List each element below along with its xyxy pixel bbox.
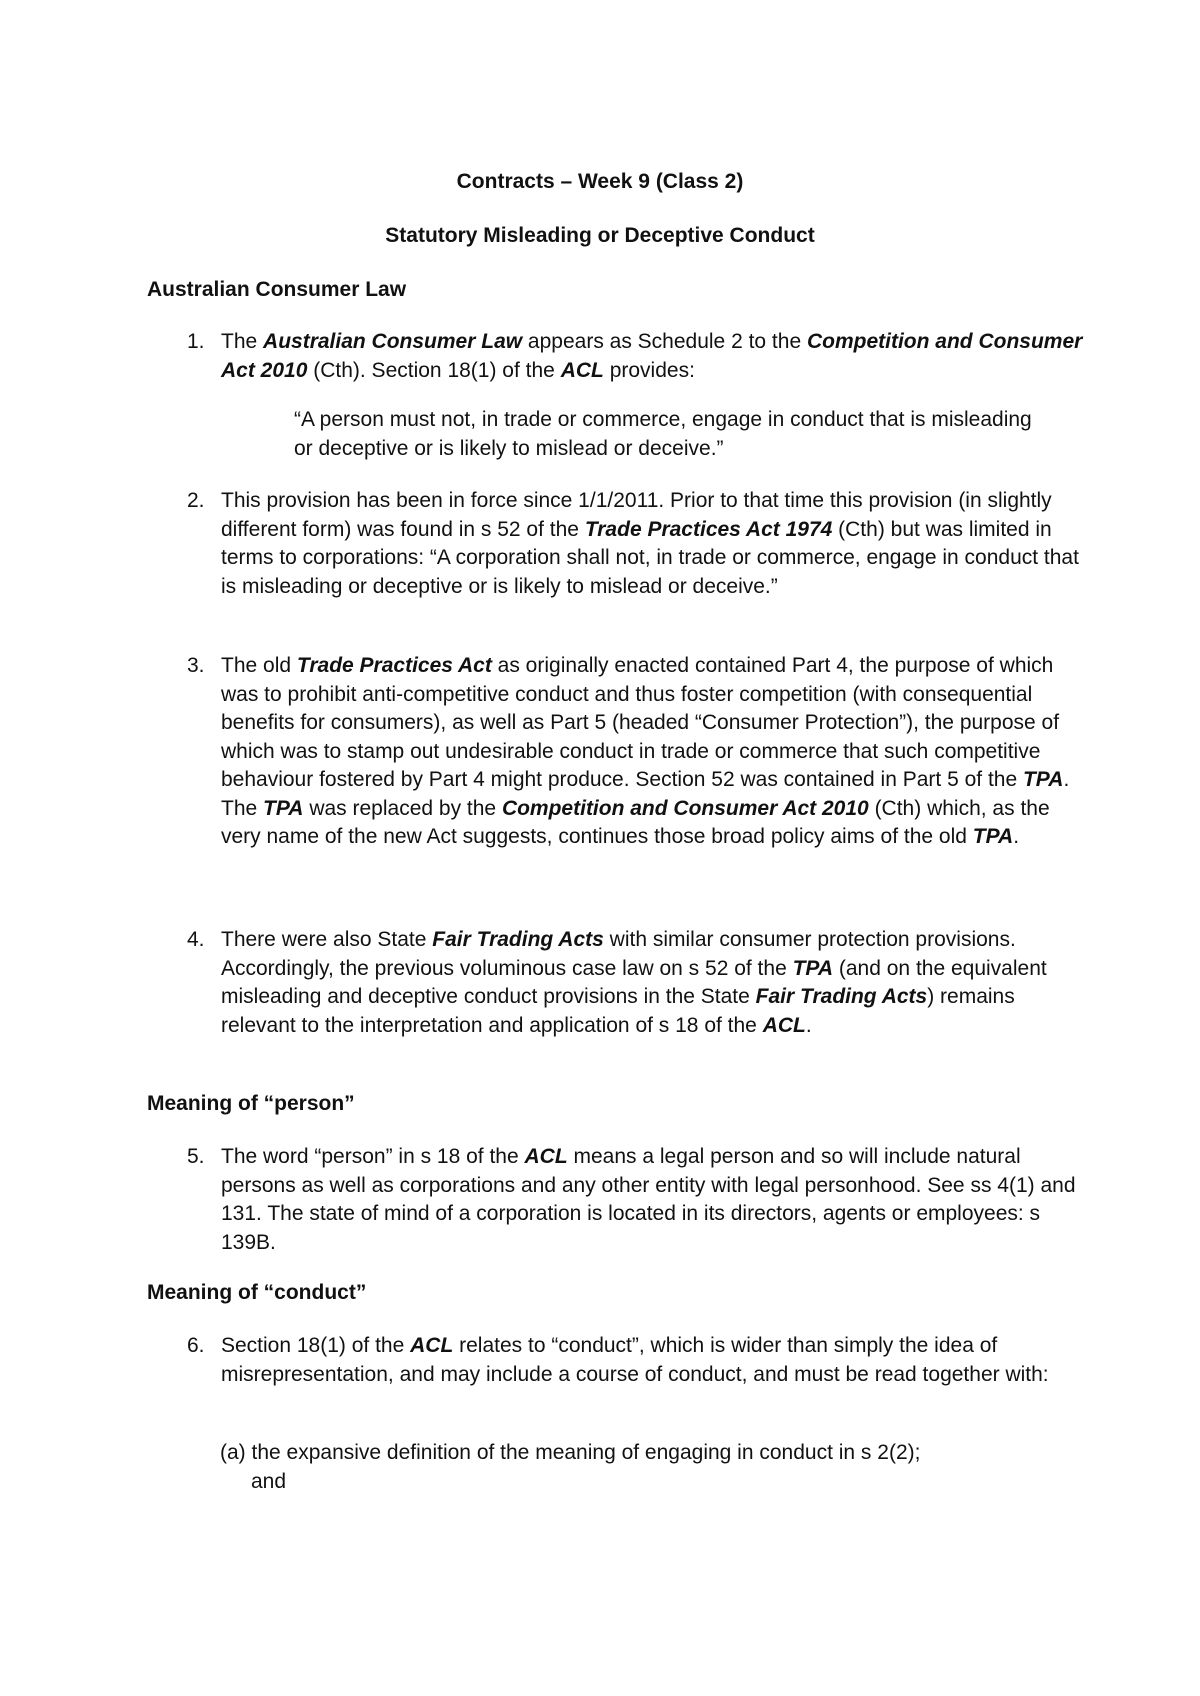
paragraph-text: This provision has been in force since 1/1/2011. Prior to that time this provision (in slightly different form) was found in s 52 of the Trade Practices Act 1974 (Cth) but was limited in terms to corporations: “A corporation shall not, in trade or commerce, engage in conduct that is misleading or deceptive or is likely to mislead or deceive.” [221,489,1079,598]
paragraph-number: 6. [187,1334,205,1357]
document-subtitle: Statutory Misleading or Deceptive Conduct [385,224,815,247]
paragraph-number: 4. [187,928,205,951]
document-title: Contracts – Week 9 (Class 2) [456,170,744,193]
paragraph-6 [187,1332,1087,1389]
paragraph-4 [187,926,1087,1040]
paragraph-number: 2. [187,489,205,512]
sub-item-a-line1: (a) the expansive definition of the meaning of engaging in conduct in s 2(2); [220,1441,921,1464]
paragraph-1 [187,328,1087,385]
paragraph-text: The Australian Consumer Law appears as Schedule 2 to the Competition and Consumer Act 2010 (Cth). Section 18(1) of the ACL provides: [221,330,1083,382]
section-heading-acl: Australian Consumer Law [147,278,407,301]
section-heading-conduct: Meaning of “conduct” [147,1281,367,1304]
paragraph-text: The word “person” in s 18 of the ACL means a legal person and so will include natural persons as well as corporations and any other entity with legal personhood. See ss 4(1) and 131. The state of mind of a corporation is located in its directors, agents or employees: s 139B. [221,1145,1076,1254]
sub-item-a [220,1439,1080,1496]
paragraph-text: Section 18(1) of the ACL relates to “conduct”, which is wider than simply the idea of misrepresentation, and may include a course of conduct, and must be read together with: [221,1334,1049,1386]
paragraph-2 [187,487,1087,601]
paragraph-3 [187,652,1087,852]
paragraph-5 [187,1143,1087,1257]
paragraph-number: 3. [187,654,205,677]
paragraph-text: The old Trade Practices Act as originally enacted contained Part 4, the purpose of which was to prohibit anti-competitive conduct and thus foster competition (with consequential benefits for consumers), as well as Part 5 (headed “Consumer Protection”), the purpose of which was to stamp out undesirable conduct in trade or commerce that such competitive behaviour fostered by Part 4 might produce. Section 52 was contained in Part 5 of the TPA. The TPA was replaced by the Competition and Consumer Act 2010 (Cth) which, as the very name of the new Act suggests, continues those broad policy aims of the old TPA. [221,654,1070,848]
paragraph-number: 5. [187,1145,205,1168]
statutory-quote: “A person must not, in trade or commerce, engage in conduct that is misleading or deceptive or is likely to mislead or deceive.” [294,408,1032,460]
sub-item-a-line2: and [251,1469,287,1493]
section-heading-person: Meaning of “person” [147,1092,355,1115]
paragraph-number: 1. [187,330,205,353]
paragraph-text: There were also State Fair Trading Acts with similar consumer protection provisions. Accordingly, the previous voluminous case law on s 52 of the TPA (and on the equivalent misleading and deceptive conduct provisions in the State Fair Trading Acts) remains relevant to the interpretation and application of s 18 of the ACL. [221,928,1047,1037]
